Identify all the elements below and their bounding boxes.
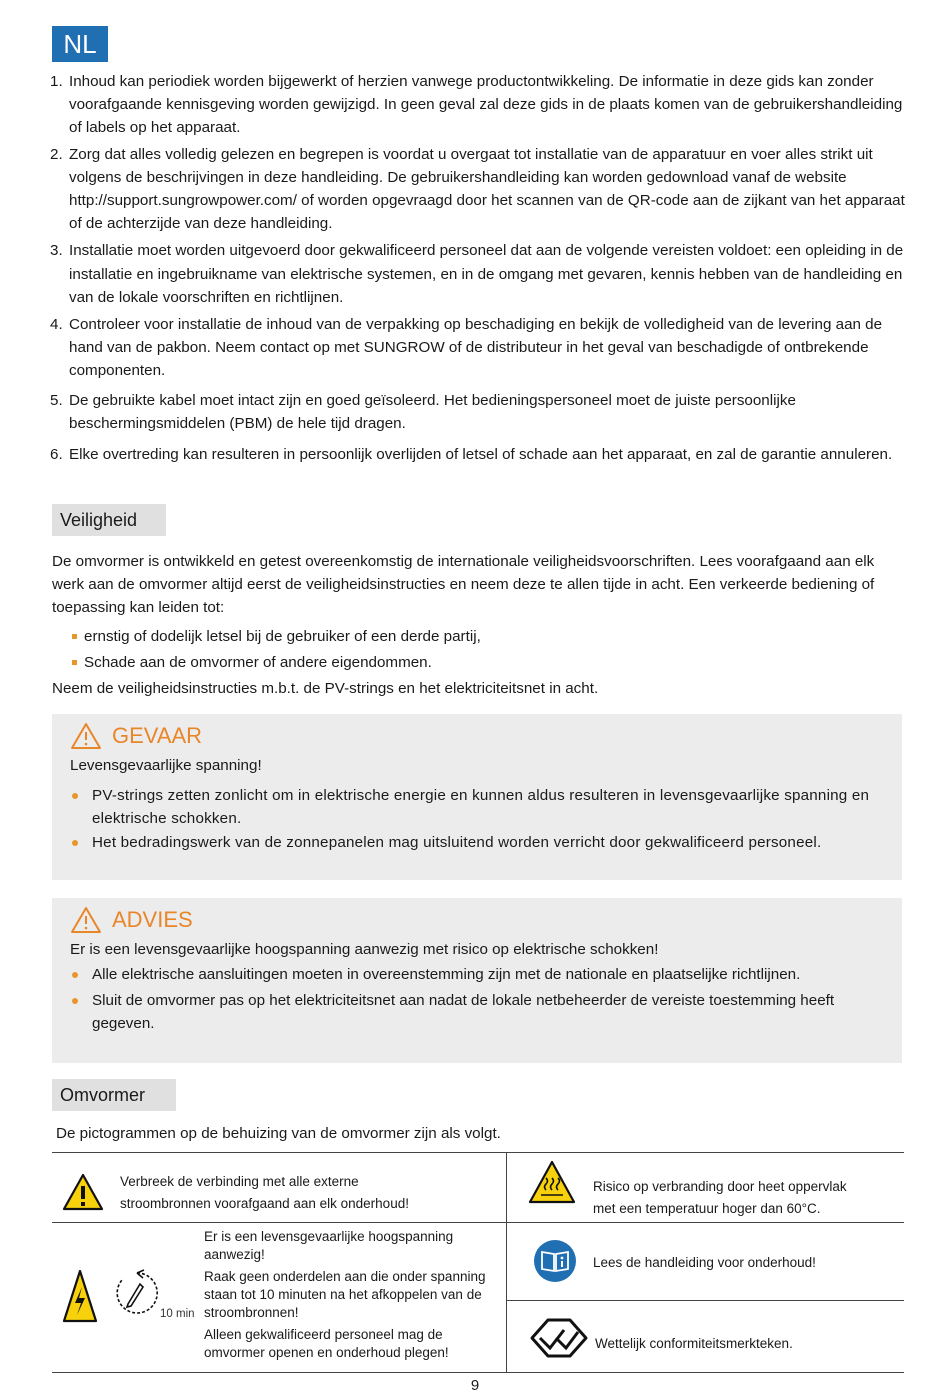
danger-bullet: Het bedradingswerk van de zonnepanelen mag uitsluitend worden verricht door gekwalificeerd personeel. <box>70 831 896 854</box>
danger-list <box>70 784 896 854</box>
inverter-intro: De pictogrammen op de behuizing van de omvormer zijn als volgt. <box>56 1125 501 1142</box>
pictogram-table <box>52 1152 904 1373</box>
section-heading-safety: Veiligheid <box>52 504 166 536</box>
rcm-mark-icon <box>528 1316 590 1360</box>
manual-text: Lees de handleiding voor onderhoud! <box>593 1255 816 1270</box>
bullet-square-icon <box>72 660 77 665</box>
danger-bullet: PV-strings zetten zonlicht om in elektrische energie en kunnen aldus resulteren in levensgevaarlijke spanning en elektrische schokken. <box>70 784 896 830</box>
timer-label: 10 min <box>160 1308 195 1320</box>
conformity-text: Wettelijk conformiteitsmerkteken. <box>595 1336 793 1351</box>
safety-bullet: Schade aan de omvormer of andere eigendommen. <box>72 651 432 674</box>
language-badge: NL <box>52 26 108 62</box>
hot-surface-icon <box>528 1160 576 1204</box>
intro-item: 2. Zorg dat alles volledig gelezen en begrepen is voordat u overgaat tot installatie van de apparatuur en voer alles strikt uit volgens de beschrijvingen in deze handleiding. De gebruikershandleiding kan worden gedownload vanaf de website http://support.sungrowpower.com/ of worden opgevraagd door het scannen van de QR-code aan de zijkant van het apparaat of de achterzijde van deze handleiding. <box>50 145 905 233</box>
advice-bullet: Sluit de omvormer pas op het elektriciteitsnet aan nadat de lokale netbeheerder de vereiste toestemming heeft gegeven. <box>70 989 896 1035</box>
intro-item: 1. Inhoud kan periodiek worden bijgewerkt of herzien vanwege productontwikkeling. De informatie in deze gids kan zonder voorafgaande kennisgeving worden gewijzigd. In geen geval zal deze gids in de plaats komen van de gebruikershandleiding of labels op het apparaat. <box>50 73 903 137</box>
section-heading-inverter: Omvormer <box>52 1079 176 1111</box>
timer-icon <box>114 1269 160 1319</box>
table-divider <box>507 1300 904 1301</box>
danger-title: GEVAAR <box>70 722 202 750</box>
advice-bullet: Alle elektrische aansluitingen moeten in overeenstemming zijn met de nationale en plaatselijke richtlijnen. <box>70 963 896 986</box>
advice-title: ADVIES <box>70 906 193 934</box>
warning-triangle-icon <box>70 906 102 934</box>
danger-box <box>52 714 902 880</box>
manual-book-icon <box>533 1239 577 1283</box>
warning-triangle-icon <box>62 1173 104 1211</box>
page-number: 9 <box>470 1377 480 1394</box>
burn-risk-text: Risico op verbranding door heet oppervlak met een temperatuur hoger dan 60°C. <box>593 1179 847 1216</box>
intro-list <box>50 70 910 466</box>
advice-subtitle: Er is een levensgevaarlijke hoogspanning aanwezig met risico op elektrische schokken! <box>70 941 659 958</box>
safety-bullet: ernstig of dodelijk letsel bij de gebruiker of een derde partij, <box>72 625 481 648</box>
intro-item: 4. Controleer voor installatie de inhoud van de verpakking op beschadiging en bekijk de volledigheid van de levering aan de hand van de pakbon. Neem contact op met SUNGROW of de distributeur in het geval van beschadigde of ontbrekende componenten. <box>50 316 883 380</box>
danger-subtitle: Levensgevaarlijke spanning! <box>70 757 262 774</box>
table-divider <box>506 1153 507 1372</box>
intro-item: 3. Installatie moet worden uitgevoerd door gekwalificeerd personeel dat aan de volgende vereisten voldoet: een opleiding in de installatie en ingebruikname van elektrische systemen, en in de omgang met gevaren, kennis hebben van de handleiding en van de lokale voorschriften en richtlijnen. <box>50 242 904 306</box>
warning-triangle-icon <box>70 722 102 750</box>
intro-item: 5. De gebruikte kabel moet intact zijn en goed geïsoleerd. Het bedieningspersoneel moet de juiste persoonlijke beschermingsmiddelen (PBM) de hele tijd dragen. <box>50 391 796 432</box>
bullet-square-icon <box>72 634 77 639</box>
table-divider <box>52 1222 904 1223</box>
safety-closing: Neem de veiligheidsinstructies m.b.t. de PV-strings en het elektriciteitsnet in acht. <box>52 680 599 697</box>
intro-item: 6. Elke overtreding kan resulteren in persoonlijk overlijden of letsel of schade aan het apparaat, en zal de garantie annuleren. <box>50 446 893 464</box>
safety-paragraph: De omvormer is ontwikkeld en getest overeenkomstig de internationale veiligheidsvoorschriften. Lees voorafgaand aan elk werk aan de omvormer altijd eerst de veiligheidsinstructies en neem deze te allen tijde in acht. Een verkeerde bediening of toepassing kan leiden tot: <box>52 553 875 617</box>
advice-box <box>52 898 902 1063</box>
disconnect-text: Verbreek de verbinding met alle externe stroombronnen voorafgaand aan elk onderhoud! <box>120 1174 409 1211</box>
high-voltage-icon <box>62 1269 98 1323</box>
high-voltage-text: Er is een levensgevaarlijke hoogspanning aanwezig! Raak geen onderdelen aan die onder spanning staan tot 10 minuten na het afkoppelen van de stroombronnen! Alleen gekwalificeerd personeel mag de omvormer openen en onderhoud plegen! <box>204 1229 486 1360</box>
advice-list <box>70 963 896 1035</box>
